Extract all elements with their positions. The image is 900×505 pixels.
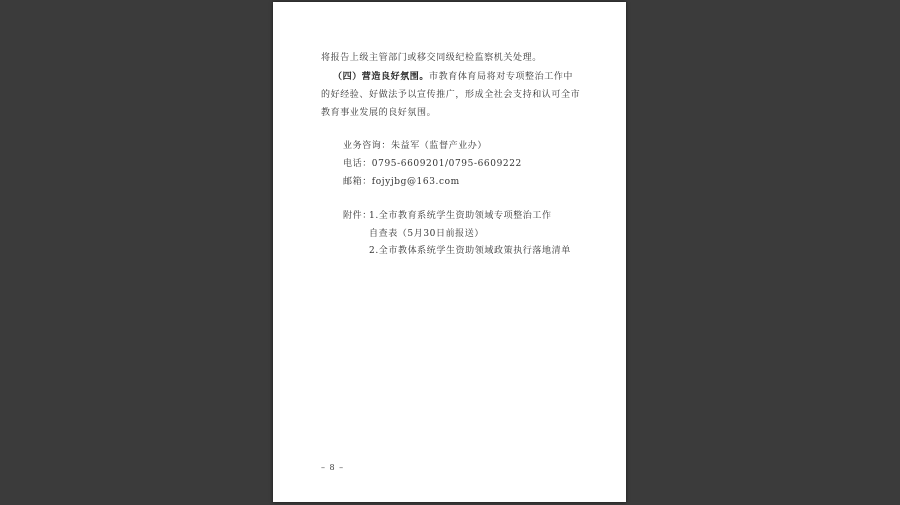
attachment-item-2: 2.全市教体系统学生资助领域政策执行落地清单 <box>369 246 571 256</box>
paragraph-line: 教育事业发展的良好氛围。 <box>321 108 437 118</box>
contact-consult: 业务咨询：朱益军（监督产业办） <box>343 141 488 151</box>
paragraph-line: 将报告上级主管部门或移交同级纪检监察机关处理。 <box>321 53 542 63</box>
paragraph-line: 市教育体育局将对专项整治工作中 <box>429 72 574 82</box>
document-page <box>273 2 626 502</box>
section-heading: （四）营造良好氛围。 <box>333 72 430 82</box>
contact-email: 邮箱：fojyjbg@163.com <box>343 177 460 187</box>
attachments-label: 附件： <box>343 211 372 221</box>
attachment-item-1-continued: 自查表（5月30日前报送） <box>369 229 484 239</box>
contact-phone: 电话：0795-6609201/0795-6609222 <box>343 159 522 169</box>
attachment-item-1: 1.全市教育系统学生资助领域专项整治工作 <box>369 211 552 221</box>
page-number: – 8 – <box>321 463 345 472</box>
section-paragraph <box>333 71 573 83</box>
paragraph-line: 的好经验、好做法予以宣传推广，形成全社会支持和认可全市 <box>321 90 581 100</box>
